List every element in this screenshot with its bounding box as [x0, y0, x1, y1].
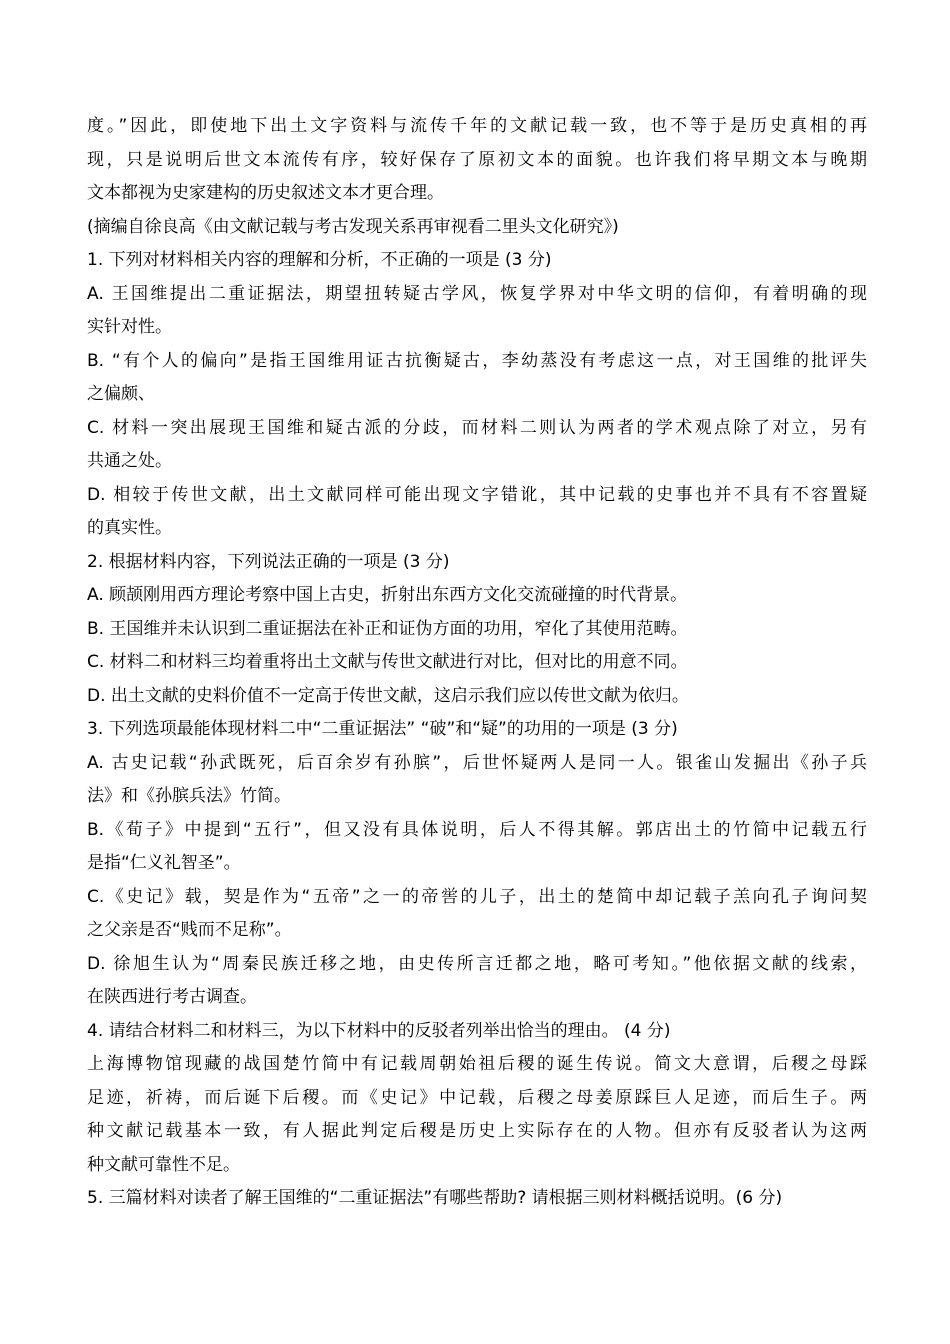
question-1-option-c	[87, 412, 867, 479]
option-line: B.《荀子》中提到“五行”，但又没有具体说明，后人不得其解。郭店出土的竹简中记载五行	[87, 819, 867, 840]
material-line: 足迹，祈祷，而后诞下后稷。而《史记》中记载，后稷之母姜原踩巨人足迹，而后生子。两	[87, 1087, 867, 1108]
question-2-stem: 2. 根据材料内容，下列说法正确的一项是 (3 分)	[87, 551, 450, 572]
option-line: 之偏颇、	[87, 384, 155, 404]
option-line: 是指“仁义礼智圣”。	[87, 853, 241, 873]
material-line: 上海博物馆现藏的战国楚竹简中有记载周朝始祖后稷的诞生传说。简文大意谓，后稷之母踩	[87, 1054, 867, 1074]
option-line: 的真实性。	[87, 518, 172, 538]
source-citation: (摘编自徐良高《由文献记载与考古发现关系再审视看二里头文化研究》)	[87, 216, 619, 237]
material-line: 种文献可靠性不足。	[87, 1154, 240, 1175]
option-line: C.《史记》载，契是作为“五帝”之一的帝喾的儿子，出土的楚简中却记载子羔向孔子询问契	[87, 886, 867, 907]
question-2-option-d: D. 出土文献的史料价值不一定高于传世文献，这启示我们应以传世文献为依归。	[87, 685, 689, 706]
question-3-option-b	[87, 814, 867, 881]
question-2-option-c: C. 材料二和材料三均着重将出土文献与传世文献进行对比，但对比的用意不同。	[87, 652, 688, 672]
question-1-option-d	[87, 479, 867, 546]
option-line: C. 材料一突出展现王国维和疑古派的分歧，而材料二则认为两者的学术观点除了对立，另有	[87, 417, 867, 438]
material-line: 种文献记载基本一致，有人据此判定后稷是历史上实际存在的人物。但亦有反驳者认为这两	[87, 1121, 867, 1141]
option-line: 之父亲是否“贱而不足称”。	[87, 920, 292, 940]
question-3-option-c	[87, 881, 867, 948]
option-line: B. “有个人的偏向”是指王国维用证古抗衡疑古，李幼蒸没有考虑这一点，对王国维的批评失	[87, 350, 867, 371]
passage-line: 现，只是说明后世文本流传有序，较好保存了原初文本的面貌。也许我们将早期文本与晚期	[87, 149, 867, 170]
question-4-stem: 4. 请结合材料二和材料三，为以下材料中的反驳者列举出恰当的理由。 (4 分)	[87, 1020, 671, 1041]
question-1-option-b	[87, 345, 867, 412]
question-3-option-d	[87, 948, 867, 1015]
passage-line: 度。”因此，即使地下出土文字资料与流传千年的文献记载一致，也不等于是历史真相的再	[87, 116, 867, 136]
question-2-option-a: A. 顾颉刚用西方理论考察中国上古史，折射出东西方文化交流碰撞的时代背景。	[87, 585, 688, 605]
option-line: D. 徐旭生认为“周秦民族迁移之地，由史传所言迁都之地，略可考知。”他依据文献的线索，	[87, 953, 867, 974]
question-2-option-b: B. 王国维并未认识到二重证据法在补正和证伪方面的功用，窄化了其使用范畴。	[87, 618, 688, 639]
question-1-stem: 1. 下列对材料相关内容的理解和分析，不正确的一项是 (3 分)	[87, 250, 552, 270]
option-line: A. 王国维提出二重证据法，期望扭转疑古学风，恢复学界对中华文明的信仰，有着明确的现	[87, 283, 867, 304]
question-5-stem: 5. 三篇材料对读者了解王国维的“二重证据法”有哪些帮助? 请根据三则材料概括说明。(6 分)	[87, 1188, 783, 1208]
question-3-option-a	[87, 747, 867, 814]
option-line: A. 古史记载“孙武既死，后百余岁有孙膑”，后世怀疑两人是同一人。银雀山发掘出《孙子兵	[87, 752, 867, 773]
option-line: 共通之处。	[87, 451, 172, 471]
document-page	[87, 110, 867, 1216]
question-3-stem: 3. 下列选项最能体现材料二中“二重证据法” “破”和“疑”的功用的一项是 (3 分)	[87, 719, 678, 739]
question-4-material	[87, 1048, 867, 1182]
passage-continuation	[87, 110, 867, 244]
passage-line: 文本都视为史家建构的历史叙述文本才更合理。	[87, 183, 444, 203]
option-line: 法》和《孙膑兵法》竹简。	[87, 786, 291, 806]
option-line: 实针对性。	[87, 317, 172, 337]
option-line: 在陕西进行考古调查。	[87, 987, 257, 1007]
question-1-option-a	[87, 278, 867, 345]
option-line: D. 相较于传世文献，出土文献同样可能出现文字错讹，其中记载的史事也并不具有不容置疑	[87, 484, 867, 505]
